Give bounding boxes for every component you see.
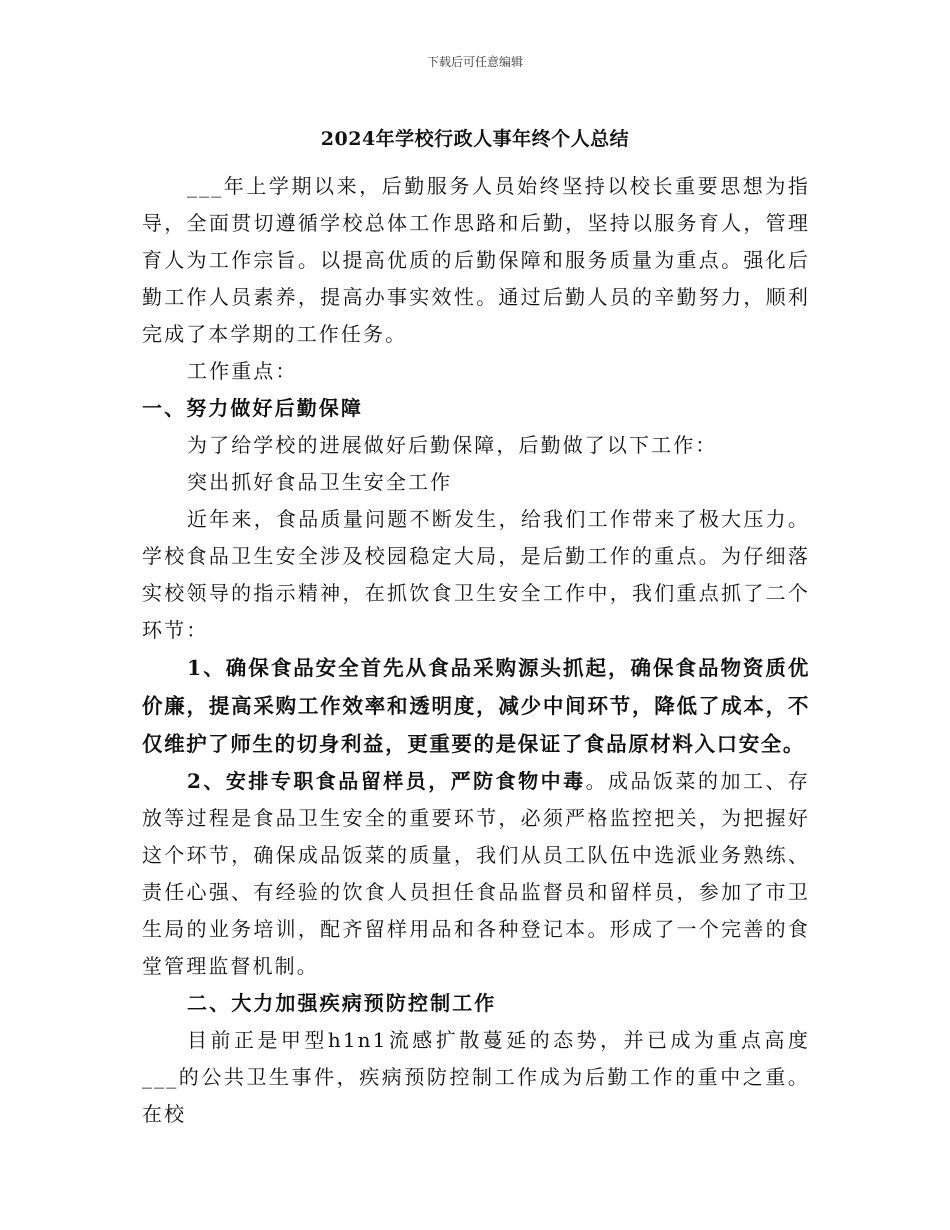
point2-paragraph: [142, 763, 810, 985]
work-focus-label: 工作重点：: [187, 359, 298, 383]
section1-subheading: 突出抓好食品卫生安全工作: [187, 470, 453, 494]
section2-body: 目前正是甲型h1n1流感扩散蔓延的态势，并已成为重点高度___的公共卫生事件，疾病预防控制工作成为后勤工作的重中之重。在校: [142, 1028, 810, 1126]
intro-paragraph: ___年上学期以来，后勤服务人员始终坚持以校长重要思想为指导，全面贯切遵循学校总体工作思路和后勤，坚持以服务育人，管理育人为工作宗旨。以提高优质的后勤保障和服务质量为重点。强化后勤工作人员素养，提高办事实效性。通过后勤人员的辛勤努力，顺利完成了本学期的工作任务。: [142, 174, 810, 346]
point2-lead: 2、安排专职食品留样员，严防食物中毒: [187, 769, 586, 793]
section1-body: 近年来，食品质量问题不断发生，给我们工作带来了极大压力。学校食品卫生安全涉及校园稳定大局，是后勤工作的重点。为仔细落实校领导的指示精神，在抓饮食卫生安全工作中，我们重点抓了二个环节：: [142, 507, 810, 642]
point1-paragraph: 1、确保食品安全首先从食品采购源头抓起，确保食品物资质优价廉，提高采购工作效率和透明度，减少中间环节，降低了成本，不仅维护了师生的切身利益，更重要的是保证了食品原材料入口安全。: [142, 656, 810, 756]
section2-heading: 二、大力加强疾病预防控制工作: [187, 991, 497, 1015]
header-note: 下载后可任意编辑: [426, 55, 523, 69]
document-body: [142, 168, 810, 1133]
point2-rest: 。成品饭菜的加工、存放等过程是食品卫生安全的重要环节，必须严格监控把关，为把握好这个环节，确保成品饭菜的质量，我们从员工队伍中选派业务熟练、责任心强、有经验的饮食人员担任食品监督员和留样员，参加了市卫生局的业务培训，配齐留样用品和各种登记本。形成了一个完善的食堂管理监督机制。: [142, 769, 811, 978]
section1-heading: 一、努力做好后勤保障: [142, 396, 363, 420]
section1-intro: 为了给学校的进展做好后勤保障，后勤做了以下工作：: [187, 433, 718, 457]
document-title: 2024年学校行政人事年终个人总结: [320, 128, 630, 150]
